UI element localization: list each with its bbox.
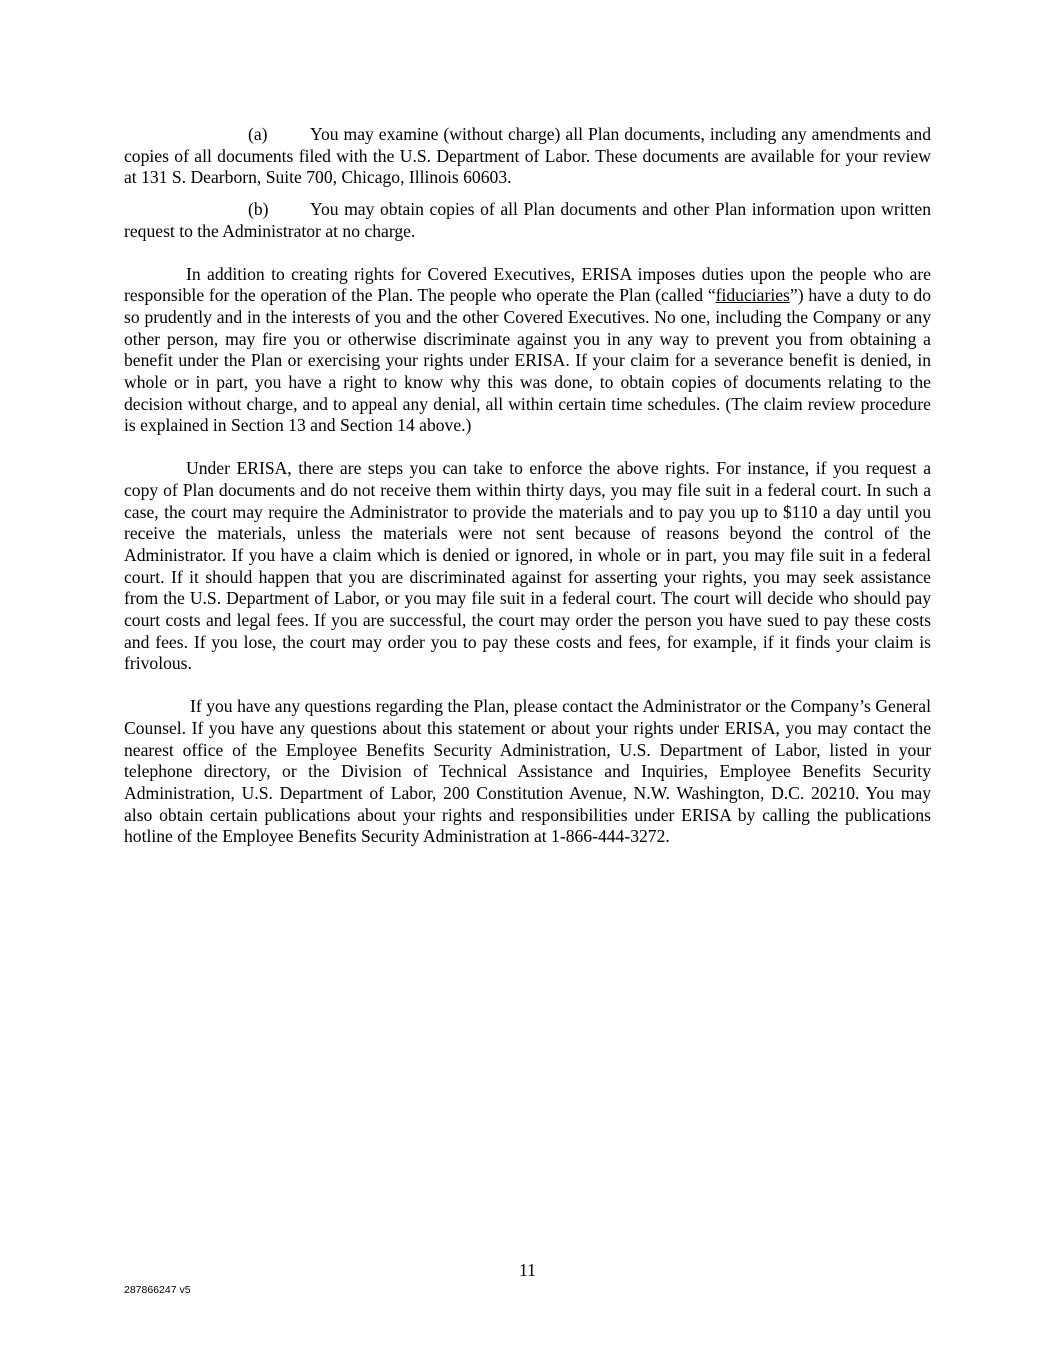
list-marker-b: (b) [248, 199, 269, 220]
paragraph-questions: If you have any questions regarding the Plan, please contact the Administrator or the Company’s General Counsel. If you have any questions about this statement or about your rights under ERISA, you may contact the nearest office of the Employee Benefits Security Administration, U.S. Department of Labor, listed in your telephone directory, or the Division of Technical Assistance and Inquiries, Employee Benefits Security Administration, U.S. Department of Labor, 200 Constitution Avenue, N.W. Washington, D.C. 20210. You may also obtain certain publications about your rights and responsibilities under ERISA by calling the publications hotline of the Employee Benefits Security Administration at 1-866-444-3272. [124, 696, 931, 847]
list-text-b: You may obtain copies of all Plan documents and other Plan information upon written request to the Administrator at no charge. [124, 199, 931, 241]
paragraph-fiduciary-text-end: ”) have a duty to do so prudently and in the interests of you and the other Covered Executives. No one, including the Company or any other person, may fire you or otherwise discriminate against you in any way to prevent you from obtaining a benefit under the Plan or exercising your rights under ERISA. If your claim for a severance benefit is denied, in whole or in part, you have a right to know why this was done, to obtain copies of documents relating to the decision without charge, and to appeal any denial, all within certain time schedules. (The claim review procedure is explained in Section 13 and Section 14 above.) [124, 285, 931, 436]
paragraph-enforce-rights: Under ERISA, there are steps you can take to enforce the above rights. For instance, if you request a copy of Plan documents and do not receive them within thirty days, you may file suit in a federal court. In such a case, the court may require the Administrator to provide the materials and to pay you up to $110 a day until you receive the materials, unless the materials were not sent because of reasons beyond the control of the Administrator. If you have a claim which is denied or ignored, in whole or in part, you may file suit in a federal court. If it should happen that you are discriminated against for asserting your rights, you may seek assistance from the U.S. Department of Labor, or you may file suit in a federal court. The court will decide who should pay court costs and legal fees. If you are successful, the court may order the person you have sued to pay these costs and fees. If you lose, the court may order you to pay these costs and fees, for example, if it finds your claim is frivolous. [124, 458, 931, 674]
paragraph-fiduciary-text-start: In addition to creating rights for Covered Executives, ERISA imposes duties upon the people who are responsible for the operation of the Plan. The people who operate the Plan (called “ [124, 263, 931, 306]
list-item-a [124, 124, 931, 189]
paragraph-fiduciary-duties [124, 264, 931, 438]
list-item-b [124, 199, 931, 242]
page-number: 11 [519, 1260, 536, 1280]
list-text-a: You may examine (without charge) all Plan documents, including any amendments and copies of all documents filed with the U.S. Department of Labor. These documents are available for your review at 131 S. Dearborn, Suite 700, Chicago, Illinois 60603. [124, 124, 931, 188]
list-marker-a: (a) [248, 124, 268, 144]
document-id: 287866247 v5 [124, 1284, 191, 1296]
document-body [124, 124, 931, 848]
fiduciaries-term: fiduciaries [715, 285, 790, 306]
